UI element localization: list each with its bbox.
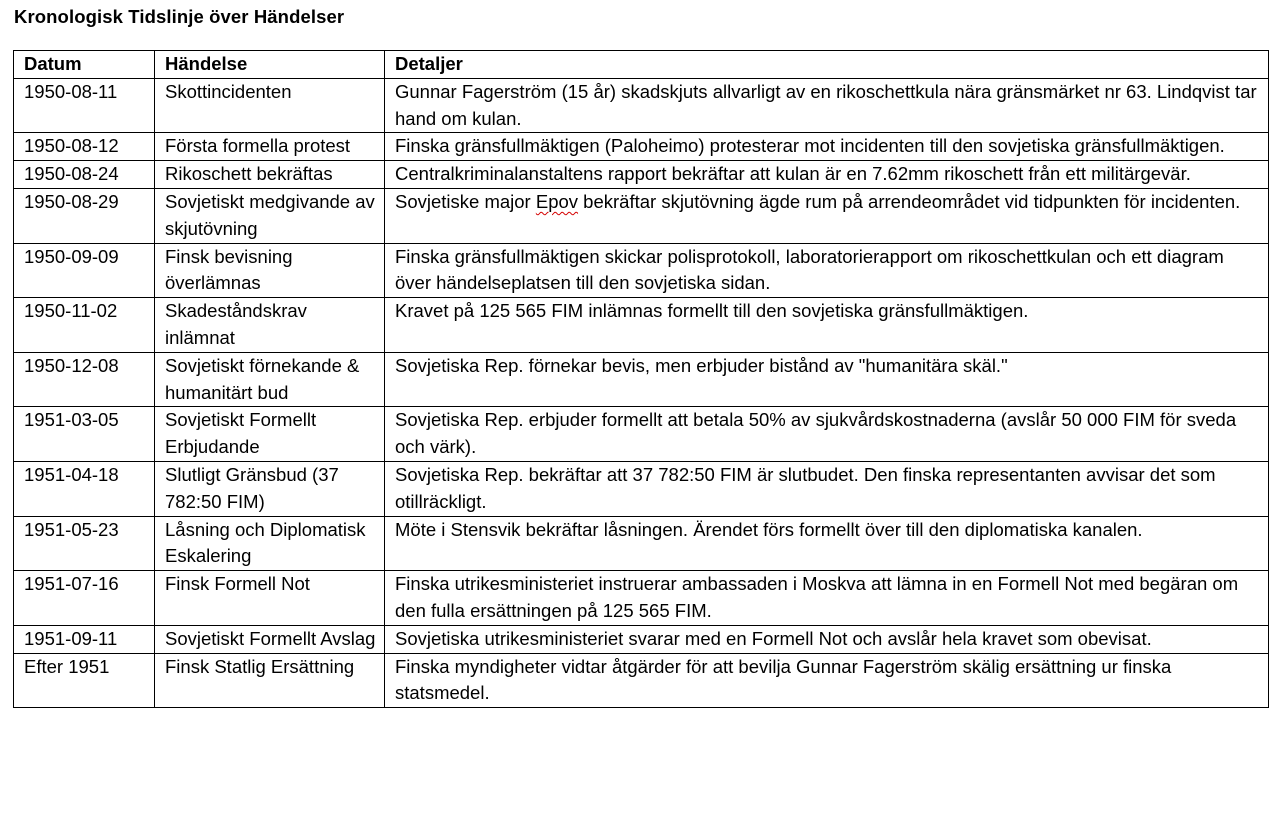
cell-date: 1950-11-02 xyxy=(14,298,155,353)
cell-date: 1950-12-08 xyxy=(14,352,155,407)
table-row xyxy=(14,188,1269,243)
table-row xyxy=(14,625,1269,653)
cell-date: 1951-04-18 xyxy=(14,461,155,516)
cell-event: Sovjetiskt medgivande av skjutövning xyxy=(155,188,385,243)
cell-event: Finsk bevisning överlämnas xyxy=(155,243,385,298)
cell-date: 1950-08-24 xyxy=(14,161,155,189)
cell-event: Låsning och Diplomatisk Eskalering xyxy=(155,516,385,571)
cell-event: Rikoschett bekräftas xyxy=(155,161,385,189)
cell-event: Skottincidenten xyxy=(155,78,385,133)
cell-date: 1951-03-05 xyxy=(14,407,155,462)
cell-date: Efter 1951 xyxy=(14,653,155,708)
cell-details: Sovjetiska Rep. bekräftar att 37 782:50 FIM är slutbudet. Den finska representanten avvisar det som otillräckligt. xyxy=(385,461,1269,516)
details-text-after: bekräftar skjutövning ägde rum på arrendeområdet vid tidpunkten för incidenten. xyxy=(578,190,1241,212)
cell-details: Möte i Stensvik bekräftar låsningen. Ärendet förs formellt över till den diplomatiska kanalen. xyxy=(385,516,1269,571)
table-header-row xyxy=(14,51,1269,79)
cell-details: Finska gränsfullmäktigen skickar polisprotokoll, laboratorierapport om rikoschettkulan och ett diagram över händelseplatsen till den sovjetiska sidan. xyxy=(385,243,1269,298)
cell-details: Gunnar Fagerström (15 år) skadskjuts allvarligt av en rikoschettkula nära gränsmärket nr 63. Lindqvist tar hand om kulan. xyxy=(385,78,1269,133)
cell-details xyxy=(385,188,1269,243)
cell-date: 1951-05-23 xyxy=(14,516,155,571)
cell-event: Slutligt Gränsbud (37 782:50 FIM) xyxy=(155,461,385,516)
timeline-table xyxy=(13,50,1269,708)
cell-date: 1950-09-09 xyxy=(14,243,155,298)
table-row xyxy=(14,161,1269,189)
header-date: Datum xyxy=(14,51,155,79)
table-row xyxy=(14,78,1269,133)
cell-event: Sovjetiskt Formellt Erbjudande xyxy=(155,407,385,462)
cell-date: 1950-08-29 xyxy=(14,188,155,243)
cell-date: 1951-07-16 xyxy=(14,571,155,626)
table-row xyxy=(14,133,1269,161)
table-row xyxy=(14,461,1269,516)
cell-event: Sovjetiskt Formellt Avslag xyxy=(155,625,385,653)
table-row xyxy=(14,407,1269,462)
cell-date: 1951-09-11 xyxy=(14,625,155,653)
table-row xyxy=(14,243,1269,298)
cell-event: Finsk Statlig Ersättning xyxy=(155,653,385,708)
cell-details: Sovjetiska utrikesministeriet svarar med en Formell Not och avslår hela kravet som obevisat. xyxy=(385,625,1269,653)
cell-event: Sovjetiskt förnekande & humanitärt bud xyxy=(155,352,385,407)
cell-details: Finska myndigheter vidtar åtgärder för att bevilja Gunnar Fagerström skälig ersättning ur finska statsmedel. xyxy=(385,653,1269,708)
spell-check-flagged-word: Epov xyxy=(535,190,579,212)
cell-date: 1950-08-12 xyxy=(14,133,155,161)
cell-details: Finska utrikesministeriet instruerar ambassaden i Moskva att lämna in en Formell Not med begäran om den fulla ersättningen på 125 565 FIM. xyxy=(385,571,1269,626)
details-text-before: Sovjetiske major xyxy=(395,190,536,212)
table-row xyxy=(14,352,1269,407)
cell-details: Centralkriminalanstaltens rapport bekräftar att kulan är en 7.62mm rikoschett från ett militärgevär. xyxy=(385,161,1269,189)
table-row xyxy=(14,516,1269,571)
cell-details: Kravet på 125 565 FIM inlämnas formellt till den sovjetiska gränsfullmäktigen. xyxy=(385,298,1269,353)
table-row xyxy=(14,653,1269,708)
cell-details: Finska gränsfullmäktigen (Paloheimo) protesterar mot incidenten till den sovjetiska gränsfullmäktigen. xyxy=(385,133,1269,161)
cell-event: Finsk Formell Not xyxy=(155,571,385,626)
header-event: Händelse xyxy=(155,51,385,79)
cell-details: Sovjetiska Rep. förnekar bevis, men erbjuder bistånd av "humanitära skäl." xyxy=(385,352,1269,407)
header-details: Detaljer xyxy=(385,51,1269,79)
cell-date: 1950-08-11 xyxy=(14,78,155,133)
table-row xyxy=(14,298,1269,353)
cell-details: Sovjetiska Rep. erbjuder formellt att betala 50% av sjukvårdskostnaderna (avslår 50 000 FIM för sveda och värk). xyxy=(385,407,1269,462)
document-title: Kronologisk Tidslinje över Händelser xyxy=(14,6,345,27)
cell-event: Första formella protest xyxy=(155,133,385,161)
cell-event: Skadeståndskrav inlämnat xyxy=(155,298,385,353)
table-row xyxy=(14,571,1269,626)
